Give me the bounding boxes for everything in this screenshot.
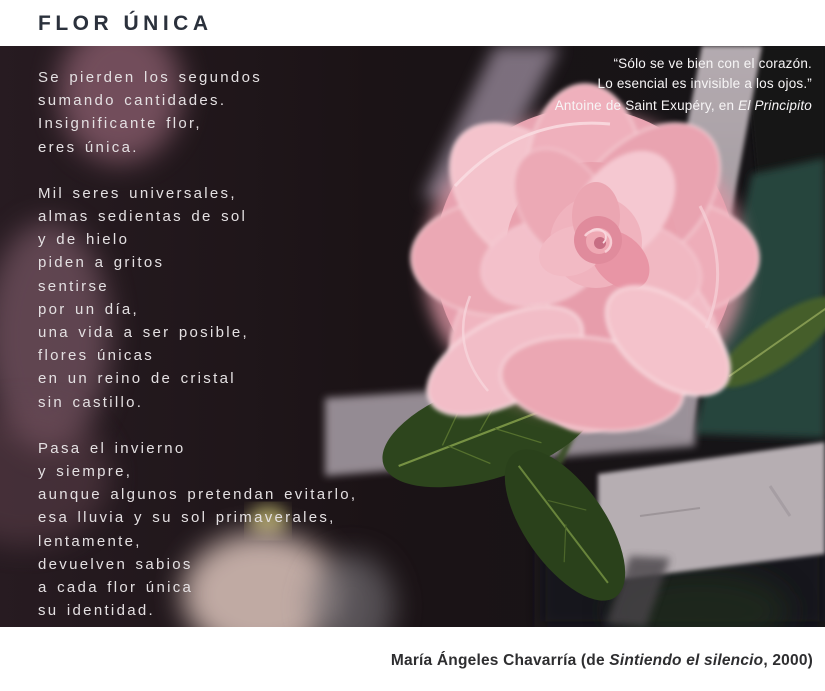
- book-title: Sintiendo el silencio: [609, 652, 764, 669]
- poem-stanza: [38, 182, 357, 414]
- poem-line: su identidad.: [38, 602, 155, 620]
- poem-line: Pasa el invierno: [38, 439, 186, 457]
- poem-line: devuelven sabios: [38, 555, 193, 573]
- quote-attribution: Antoine de Saint Exupéry, en El Principito: [554, 98, 812, 113]
- poem-stanza: [38, 66, 357, 159]
- quote-line-2: Lo esencial es invisible a los ojos.”: [597, 75, 812, 91]
- poem-line: sentirse: [38, 277, 109, 295]
- rose-flower: [410, 84, 759, 442]
- quote-work-title: El Principito: [738, 98, 812, 113]
- rose-photo: [0, 46, 825, 627]
- poem-line: Se pierden los segundos: [38, 69, 263, 86]
- header: [0, 0, 825, 46]
- poem-line: piden a gritos: [38, 254, 165, 272]
- poem-line: sin castillo.: [38, 393, 144, 411]
- poem-line: lentamente,: [38, 532, 142, 550]
- poem-line: aunque algunos pretendan evitarlo,: [38, 486, 358, 504]
- poem: [38, 66, 357, 645]
- poem-line: flores únicas: [38, 347, 155, 365]
- poem-line: y siempre,: [38, 463, 133, 481]
- poem-line: sumando cantidades.: [38, 92, 227, 110]
- page-title: FLOR ÚNICA: [38, 12, 213, 35]
- poem-line: Mil seres universales,: [38, 184, 237, 202]
- poem-line: a cada flor única: [38, 579, 194, 597]
- poem-stanza: [38, 437, 357, 623]
- quote: [555, 54, 812, 116]
- poem-line: eres única.: [38, 138, 139, 156]
- author-credit: María Ángeles Chavarría (de Sintiendo el silencio, 2000): [390, 652, 813, 669]
- poem-line: almas sedientas de sol: [38, 208, 248, 226]
- poem-line: por un día,: [38, 300, 140, 318]
- quote-line-1: “Sólo se ve bien con el corazón.: [613, 56, 812, 71]
- poem-line: Insignificante flor,: [38, 115, 202, 133]
- poem-line: una vida a ser posible,: [38, 324, 249, 342]
- poem-line: en un reino de cristal: [38, 370, 236, 388]
- poem-line: y de hielo: [38, 231, 130, 249]
- poem-line: esa lluvia y su sol primaverales,: [38, 509, 336, 527]
